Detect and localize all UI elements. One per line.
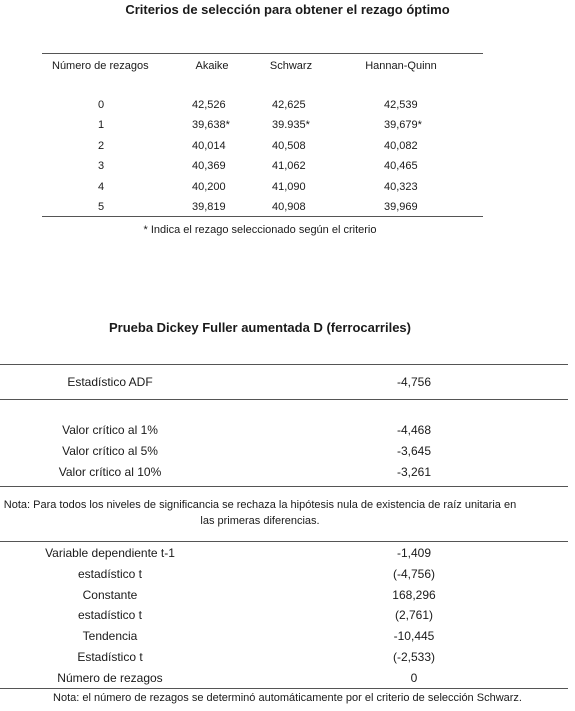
table1-row-0-hq: 42,539 bbox=[384, 99, 418, 111]
regression-row-0-label: Variable dependiente t-1 bbox=[45, 546, 175, 560]
table1-row-4-akaike: 40,200 bbox=[192, 181, 226, 193]
table2-bottom-rule bbox=[0, 688, 568, 689]
regression-row-3-label: estadístico t bbox=[77, 608, 143, 622]
critical-5-value: -3,645 bbox=[396, 444, 432, 458]
table1-row-2-schwarz: 40,508 bbox=[272, 140, 306, 152]
regression-row-1-value: (-4,756) bbox=[392, 567, 436, 581]
table2-critical-rule bbox=[0, 486, 568, 487]
table1-footnote: * Indica el rezago seleccionado según el criterio bbox=[143, 224, 377, 236]
table1-row-3-schwarz: 41,062 bbox=[272, 160, 306, 172]
table1-title: Criterios de selección para obtener el rezago óptimo bbox=[125, 2, 450, 17]
regression-row-1-label: estadístico t bbox=[77, 567, 143, 581]
table1-header-hq: Hannan-Quinn bbox=[365, 60, 437, 72]
adf-label: Estadístico ADF bbox=[67, 375, 153, 389]
critical-10-value: -3,261 bbox=[396, 465, 432, 479]
table2-top-rule bbox=[0, 364, 568, 365]
table1-top-rule bbox=[42, 53, 483, 54]
regression-row-3-value: (2,761) bbox=[394, 608, 434, 622]
table1-row-5-schwarz: 40,908 bbox=[272, 201, 306, 213]
table1-row-4-schwarz: 41,090 bbox=[272, 181, 306, 193]
table1-header-schwarz: Schwarz bbox=[269, 60, 313, 72]
table1-row-0-akaike: 42,526 bbox=[192, 99, 226, 111]
critical-5-label: Valor crítico al 5% bbox=[62, 444, 158, 458]
table1-row-2-akaike: 40,014 bbox=[192, 140, 226, 152]
table2-adf-rule bbox=[0, 399, 568, 400]
table1-row-2-hq: 40,082 bbox=[384, 140, 418, 152]
table2-final-note: Nota: el número de rezagos se determinó automáticamente por el criterio de selección Schwarz. bbox=[53, 692, 522, 704]
table2-title: Prueba Dickey Fuller aumentada D (ferrocarriles) bbox=[108, 320, 411, 335]
regression-row-2-label: Constante bbox=[82, 588, 138, 602]
critical-1-label: Valor crítico al 1% bbox=[62, 423, 158, 437]
critical-1-value: -4,468 bbox=[396, 423, 432, 437]
table2-note: Nota: Para todos los niveles de significancia se rechaza la hipótesis nula de existencia de raíz unitaria en las primeras diferencias. bbox=[3, 499, 517, 527]
table1-bottom-rule bbox=[42, 216, 483, 217]
adf-value: -4,756 bbox=[396, 375, 432, 389]
table1-row-3-hq: 40,465 bbox=[384, 160, 418, 172]
table1-row-4-lag: 4 bbox=[97, 181, 105, 193]
table1-row-3-akaike: 40,369 bbox=[192, 160, 226, 172]
regression-row-5-value: (-2,533) bbox=[392, 650, 436, 664]
table1-row-0-lag: 0 bbox=[97, 99, 105, 111]
table1-row-5-lag: 5 bbox=[97, 201, 105, 213]
table1-row-4-hq: 40,323 bbox=[384, 181, 418, 193]
table1-row-3-lag: 3 bbox=[97, 160, 105, 172]
regression-row-4-label: Tendencia bbox=[82, 629, 138, 643]
table1-header-akaike: Akaike bbox=[195, 60, 229, 72]
regression-row-5-label: Estadístico t bbox=[77, 650, 143, 664]
table1-row-1-lag: 1 bbox=[97, 119, 105, 131]
table2-note-rule bbox=[0, 541, 568, 542]
table1-row-1-akaike: 39,638* bbox=[192, 119, 230, 131]
table1-row-5-akaike: 39,819 bbox=[192, 201, 226, 213]
table1-row-5-hq: 39,969 bbox=[384, 201, 418, 213]
regression-row-2-value: 168,296 bbox=[392, 588, 436, 602]
regression-row-4-value: -10,445 bbox=[393, 629, 435, 643]
table1-header-lags: Número de rezagos bbox=[52, 60, 149, 72]
critical-10-label: Valor crítico al 10% bbox=[58, 465, 162, 479]
regression-row-6-value: 0 bbox=[410, 671, 418, 685]
regression-row-6-label: Número de rezagos bbox=[57, 671, 163, 685]
regression-row-0-value: -1,409 bbox=[396, 546, 432, 560]
table1-row-1-schwarz: 39.935* bbox=[272, 119, 310, 131]
table1-row-2-lag: 2 bbox=[97, 140, 105, 152]
table1-row-0-schwarz: 42,625 bbox=[272, 99, 306, 111]
table1-row-1-hq: 39,679* bbox=[384, 119, 422, 131]
